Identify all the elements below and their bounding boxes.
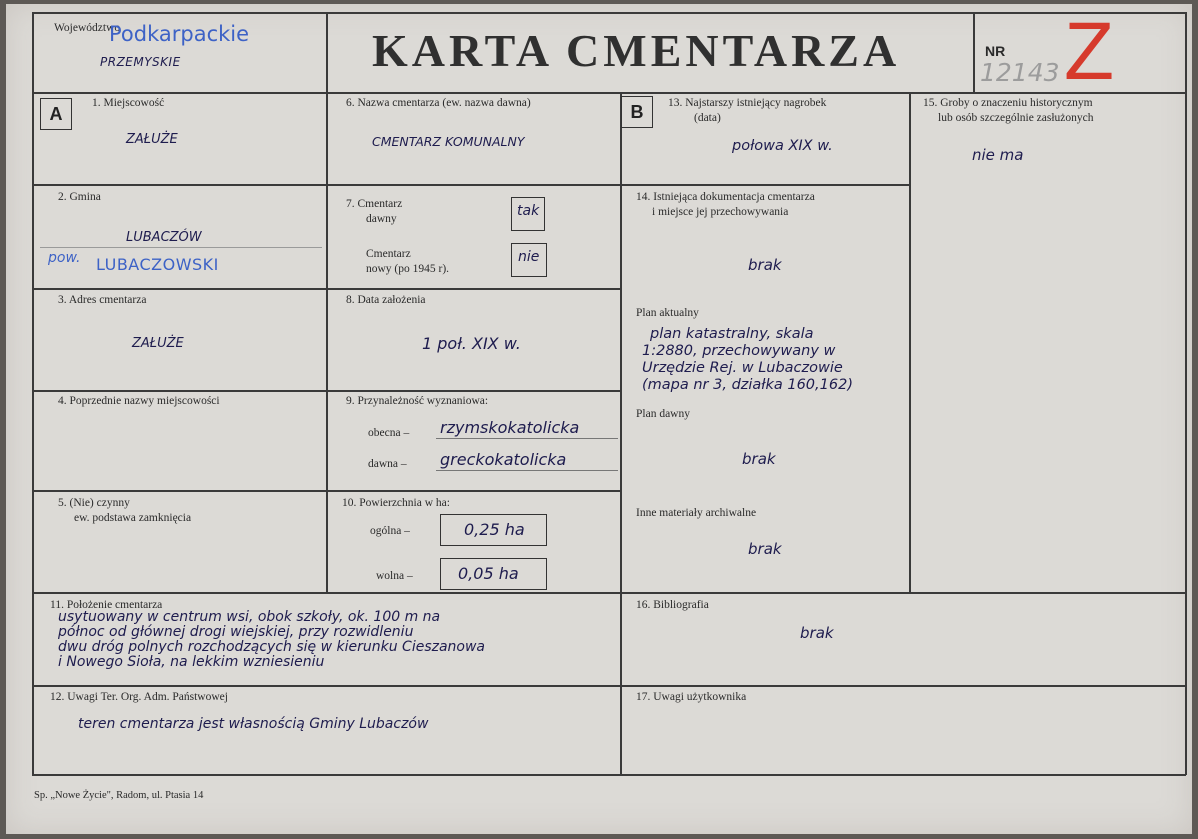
field-11-line: usytuowany w centrum wsi, obok szkoły, ok. 100 m na [58,609,441,625]
field-5-label-line1: 5. (Nie) czynny [58,497,130,509]
inne-materialy-label: Inne materiały archiwalne [636,507,757,519]
field-7-nowy-value: nie [518,249,540,265]
header-line-2 [973,12,975,93]
field-13-value: połowa XIX w. [732,138,833,154]
field-9-obecna-label: obecna – [368,427,410,439]
field-3-label: 3. Adres cmentarza [58,294,147,306]
field-1-value: ZAŁUŻE [126,132,178,147]
field-14-label-line1: 14. Istniejąca dokumentacja cmentarza [636,191,815,203]
pow-prefix: pow. [48,250,81,266]
obecna-underline [436,438,618,439]
inne-materialy-value: brak [748,540,782,558]
field-7-nowy-label-line2: nowy (po 1945 r). [366,263,450,275]
row-line-3 [32,390,621,392]
field-11-label: 11. Położenie cmentarza [50,599,163,611]
row-line-4 [32,490,621,492]
header-divider [32,92,1186,94]
dawna-underline [436,470,618,471]
header-line-1 [326,12,328,93]
col-line-mid [620,92,622,775]
row-line-2 [32,288,621,290]
field-2-label: 2. Gmina [58,191,101,203]
section-b-badge: B [621,96,653,128]
frame-right [1185,12,1187,775]
row-line-6 [32,685,1186,687]
field-12-label: 12. Uwagi Ter. Org. Adm. Państwowej [50,691,228,703]
plan-aktualny-line: Urzędzie Rej. w Lubaczowie [642,360,843,376]
field-9-obecna-value: rzymskokatolicka [440,418,580,437]
col-line-a [326,92,328,592]
section-a-badge: A [40,98,72,130]
plan-dawny-value: brak [742,450,776,468]
field-10-ogolna-value: 0,25 ha [464,520,525,539]
field-9-dawna-label: dawna – [368,458,407,470]
plan-aktualny-value [642,326,853,394]
field-7-dawny-value: tak [517,203,540,219]
field-10-label: 10. Powierzchnia w ha: [342,497,450,509]
frame-left [32,12,34,775]
field-9-label: 9. Przynależność wyznaniowa: [346,395,489,407]
field-15-label-line1: 15. Groby o znaczeniu historycznym [923,97,1093,109]
field-7-nowy-label-line1: Cmentarz [366,248,411,260]
gmina-underline [40,247,322,248]
plan-aktualny-label: Plan aktualny [636,307,699,319]
field-10-ogolna-label: ogólna – [370,525,410,537]
field-3-value: ZAŁUŻE [132,336,184,351]
field-12-value: teren cmentarza jest własnością Gminy Lubaczów [78,716,429,732]
row-line-5 [32,592,1186,594]
field-7-dawny-label: dawny [366,213,397,225]
row-line-1b [620,184,910,186]
field-5-label-line2: ew. podstawa zamknięcia [74,512,192,524]
plan-aktualny-line: plan katastralny, skala [650,326,814,342]
pow-value: LUBACZOWSKI [96,255,219,274]
field-6-label: 6. Nazwa cmentarza (ew. nazwa dawna) [346,97,531,109]
field-15-label-line2: lub osób szczególnie zasłużonych [938,112,1094,124]
field-4-label: 4. Poprzednie nazwy miejscowości [58,395,220,407]
frame-bottom [32,774,1186,776]
field-2-value: LUBACZÓW [126,230,202,245]
field-9-dawna-value: greckokatolicka [440,450,567,469]
field-13-label-line2: (data) [694,112,721,124]
field-1-label: 1. Miejscowość [92,97,165,109]
field-8-value: 1 poł. XIX w. [422,334,521,353]
field-6-value: CMENTARZ KOMUNALNY [372,134,525,149]
row-line-1 [32,184,621,186]
category-letter-mark: Z [1064,6,1115,97]
plan-aktualny-line: 1:2880, przechowywany w [642,343,836,359]
field-14-value: brak [748,256,782,274]
cemetery-card [6,4,1192,834]
field-11-line: północ od głównej drogi wiejskiej, przy rozwidleniu [58,624,414,640]
field-10-wolna-value: 0,05 ha [458,564,519,583]
field-13-label-line1: 13. Najstarszy istniejący nagrobek [668,97,827,109]
wojewodztwo-old-value: PRZEMYSKIE [100,55,181,69]
field-8-label: 8. Data założenia [346,294,426,306]
nr-label: NR [985,43,1006,59]
plan-dawny-label: Plan dawny [636,408,690,420]
field-15-value: nie ma [972,146,1024,164]
field-16-label: 16. Bibliografia [636,599,709,611]
field-14-label-line2: i miejsce jej przechowywania [652,206,789,218]
frame-top [32,12,1186,14]
field-11-line: i Nowego Sioła, na lekkim wzniesieniu [58,654,325,670]
field-10-wolna-label: wolna – [376,570,413,582]
field-11-line: dwu dróg polnych rozchodzących się w kierunku Cieszanowa [58,639,486,655]
field-16-value: brak [800,624,834,642]
wojewodztwo-label: Województwo [54,22,121,34]
field-7-label: 7. Cmentarz [346,198,403,210]
col-line-b [909,92,911,592]
printer-imprint: Sp. „Nowe Życie", Radom, ul. Ptasia 14 [34,790,204,801]
plan-aktualny-line: (mapa nr 3, działka 160,162) [642,377,853,393]
nr-value: 12143 [980,58,1060,87]
field-11-value [58,610,485,670]
wojewodztwo-stamp: Podkarpackie [109,22,250,46]
card-title: KARTA CMENTARZA [372,25,901,76]
field-17-label: 17. Uwagi użytkownika [636,691,747,703]
